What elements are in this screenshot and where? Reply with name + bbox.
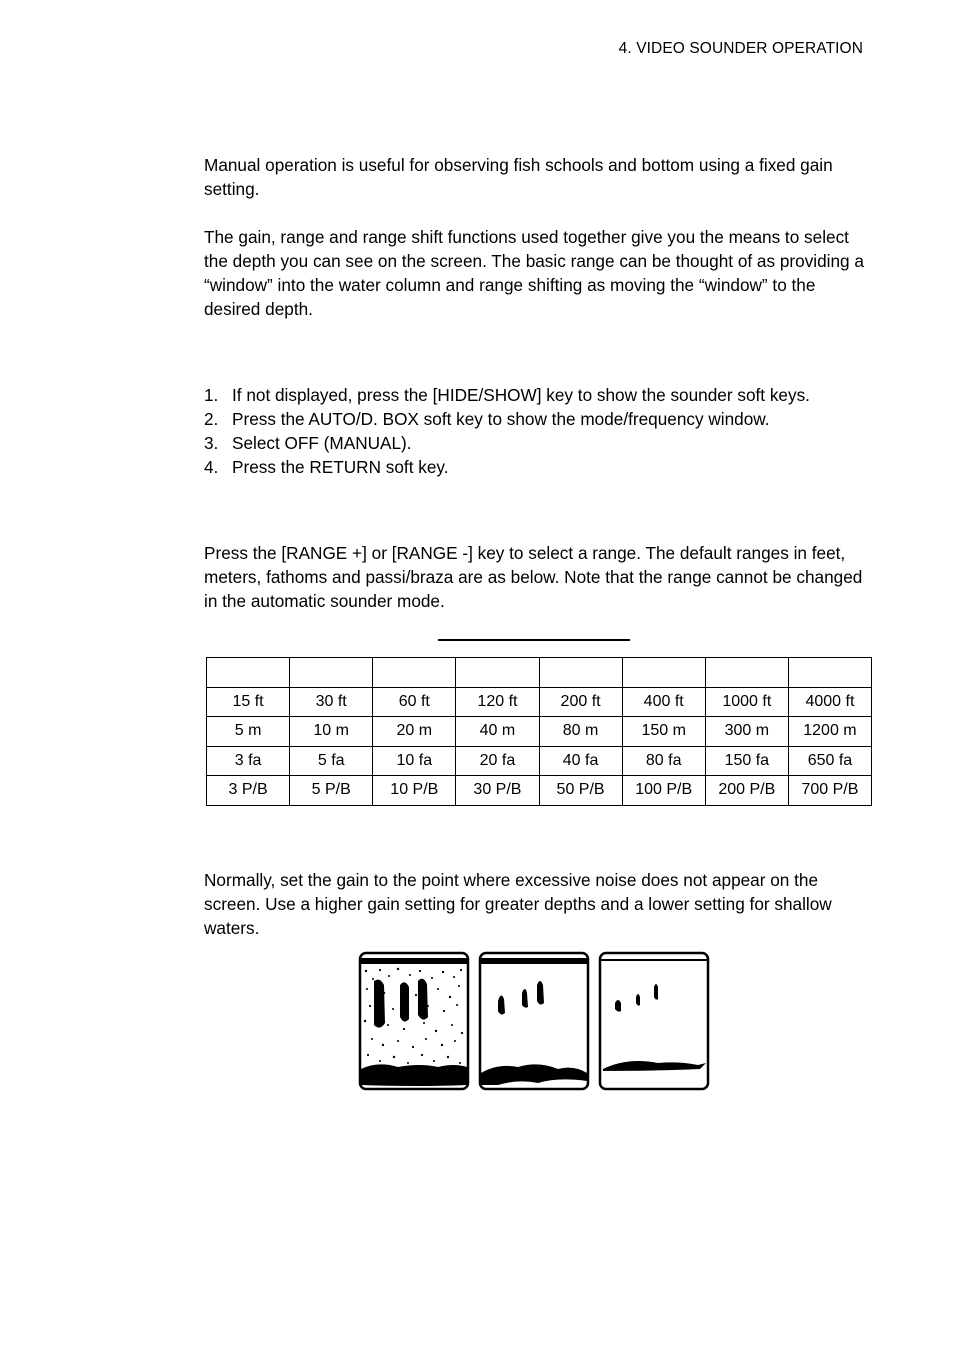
table-cell: 5 P/B	[290, 776, 373, 806]
table-cell: 3 fa	[207, 746, 290, 776]
range-paragraph: Press the [RANGE +] or [RANGE -] key to select a range. The default ranges in feet, meters, fathoms and passi/braza are as below. Note that the range cannot be changed in the automatic sounder mode.	[204, 543, 863, 611]
gain-paragraph: Normally, set the gain to the point where excessive noise does not appear on the screen. Use a higher gain setting for greater depths and a lower setting for shallow waters.	[204, 870, 832, 938]
table-cell: 5 fa	[290, 746, 373, 776]
table-cell: 60 ft	[373, 687, 456, 717]
table-cell: 15 ft	[207, 687, 290, 717]
proper-gain-panel	[480, 953, 588, 1089]
default-ranges-table	[206, 657, 872, 806]
table-row-meters	[207, 717, 872, 747]
table-cell: 30 P/B	[456, 776, 539, 806]
table-cell: 3 P/B	[207, 776, 290, 806]
table-cell: 40 fa	[539, 746, 622, 776]
table-header-cell	[622, 658, 705, 688]
table-header-row	[207, 658, 872, 688]
step-number: 4.	[204, 457, 219, 477]
intro-paragraph: Manual operation is useful for observing fish schools and bottom using a fixed gain setting.	[204, 155, 833, 199]
table-cell: 150 m	[622, 717, 705, 747]
table-cell: 1000 ft	[705, 687, 788, 717]
table-cell: 80 fa	[622, 746, 705, 776]
table-cell: 200 P/B	[705, 776, 788, 806]
table-cell: 40 m	[456, 717, 539, 747]
table-cell: 200 ft	[539, 687, 622, 717]
step-item	[204, 455, 884, 479]
table-header-cell	[456, 658, 539, 688]
table-row-passi-braza	[207, 776, 872, 806]
gain-comparison-figure	[358, 951, 712, 1098]
step-number: 3.	[204, 433, 219, 453]
step-text: If not displayed, press the [HIDE/SHOW] key to show the sounder soft keys.	[232, 385, 810, 405]
table-header-cell	[290, 658, 373, 688]
step-number: 2.	[204, 409, 219, 429]
table-row-feet	[207, 687, 872, 717]
table-header-cell	[705, 658, 788, 688]
table-header-cell	[539, 658, 622, 688]
step-number: 1.	[204, 385, 219, 405]
gain-range-paragraph: The gain, range and range shift functions used together give you the means to select the depth you can see on the screen. The basic range can be thought of as providing a “window” into the water column and range shifting as moving the “window” to the desired depth.	[204, 227, 864, 319]
table-cell: 100 P/B	[622, 776, 705, 806]
table-cell: 120 ft	[456, 687, 539, 717]
step-text: Press the AUTO/D. BOX soft key to show the mode/frequency window.	[232, 409, 770, 429]
table-cell: 80 m	[539, 717, 622, 747]
step-item	[204, 383, 884, 407]
step-item	[204, 407, 884, 431]
table-header-cell	[788, 658, 871, 688]
step-text: Select OFF (MANUAL).	[232, 433, 412, 453]
table-cell: 300 m	[705, 717, 788, 747]
table-cell: 4000 ft	[788, 687, 871, 717]
high-gain-panel	[360, 953, 468, 1089]
table-row-fathoms	[207, 746, 872, 776]
chapter-header: 4. VIDEO SOUNDER OPERATION	[618, 40, 863, 57]
table-caption-underline	[438, 639, 630, 641]
table-cell: 150 fa	[705, 746, 788, 776]
table-cell: 400 ft	[622, 687, 705, 717]
table-cell: 10 P/B	[373, 776, 456, 806]
table-cell: 700 P/B	[788, 776, 871, 806]
table-cell: 50 P/B	[539, 776, 622, 806]
table-header-cell	[373, 658, 456, 688]
low-gain-panel	[600, 953, 708, 1089]
step-text: Press the RETURN soft key.	[232, 457, 449, 477]
table-cell: 650 fa	[788, 746, 871, 776]
table-cell: 10 fa	[373, 746, 456, 776]
manual-mode-steps	[204, 383, 884, 479]
table-cell: 5 m	[207, 717, 290, 747]
table-cell: 30 ft	[290, 687, 373, 717]
step-item	[204, 431, 884, 455]
table-header-cell	[207, 658, 290, 688]
table-cell: 20 fa	[456, 746, 539, 776]
table-cell: 20 m	[373, 717, 456, 747]
table-cell: 1200 m	[788, 717, 871, 747]
table-cell: 10 m	[290, 717, 373, 747]
